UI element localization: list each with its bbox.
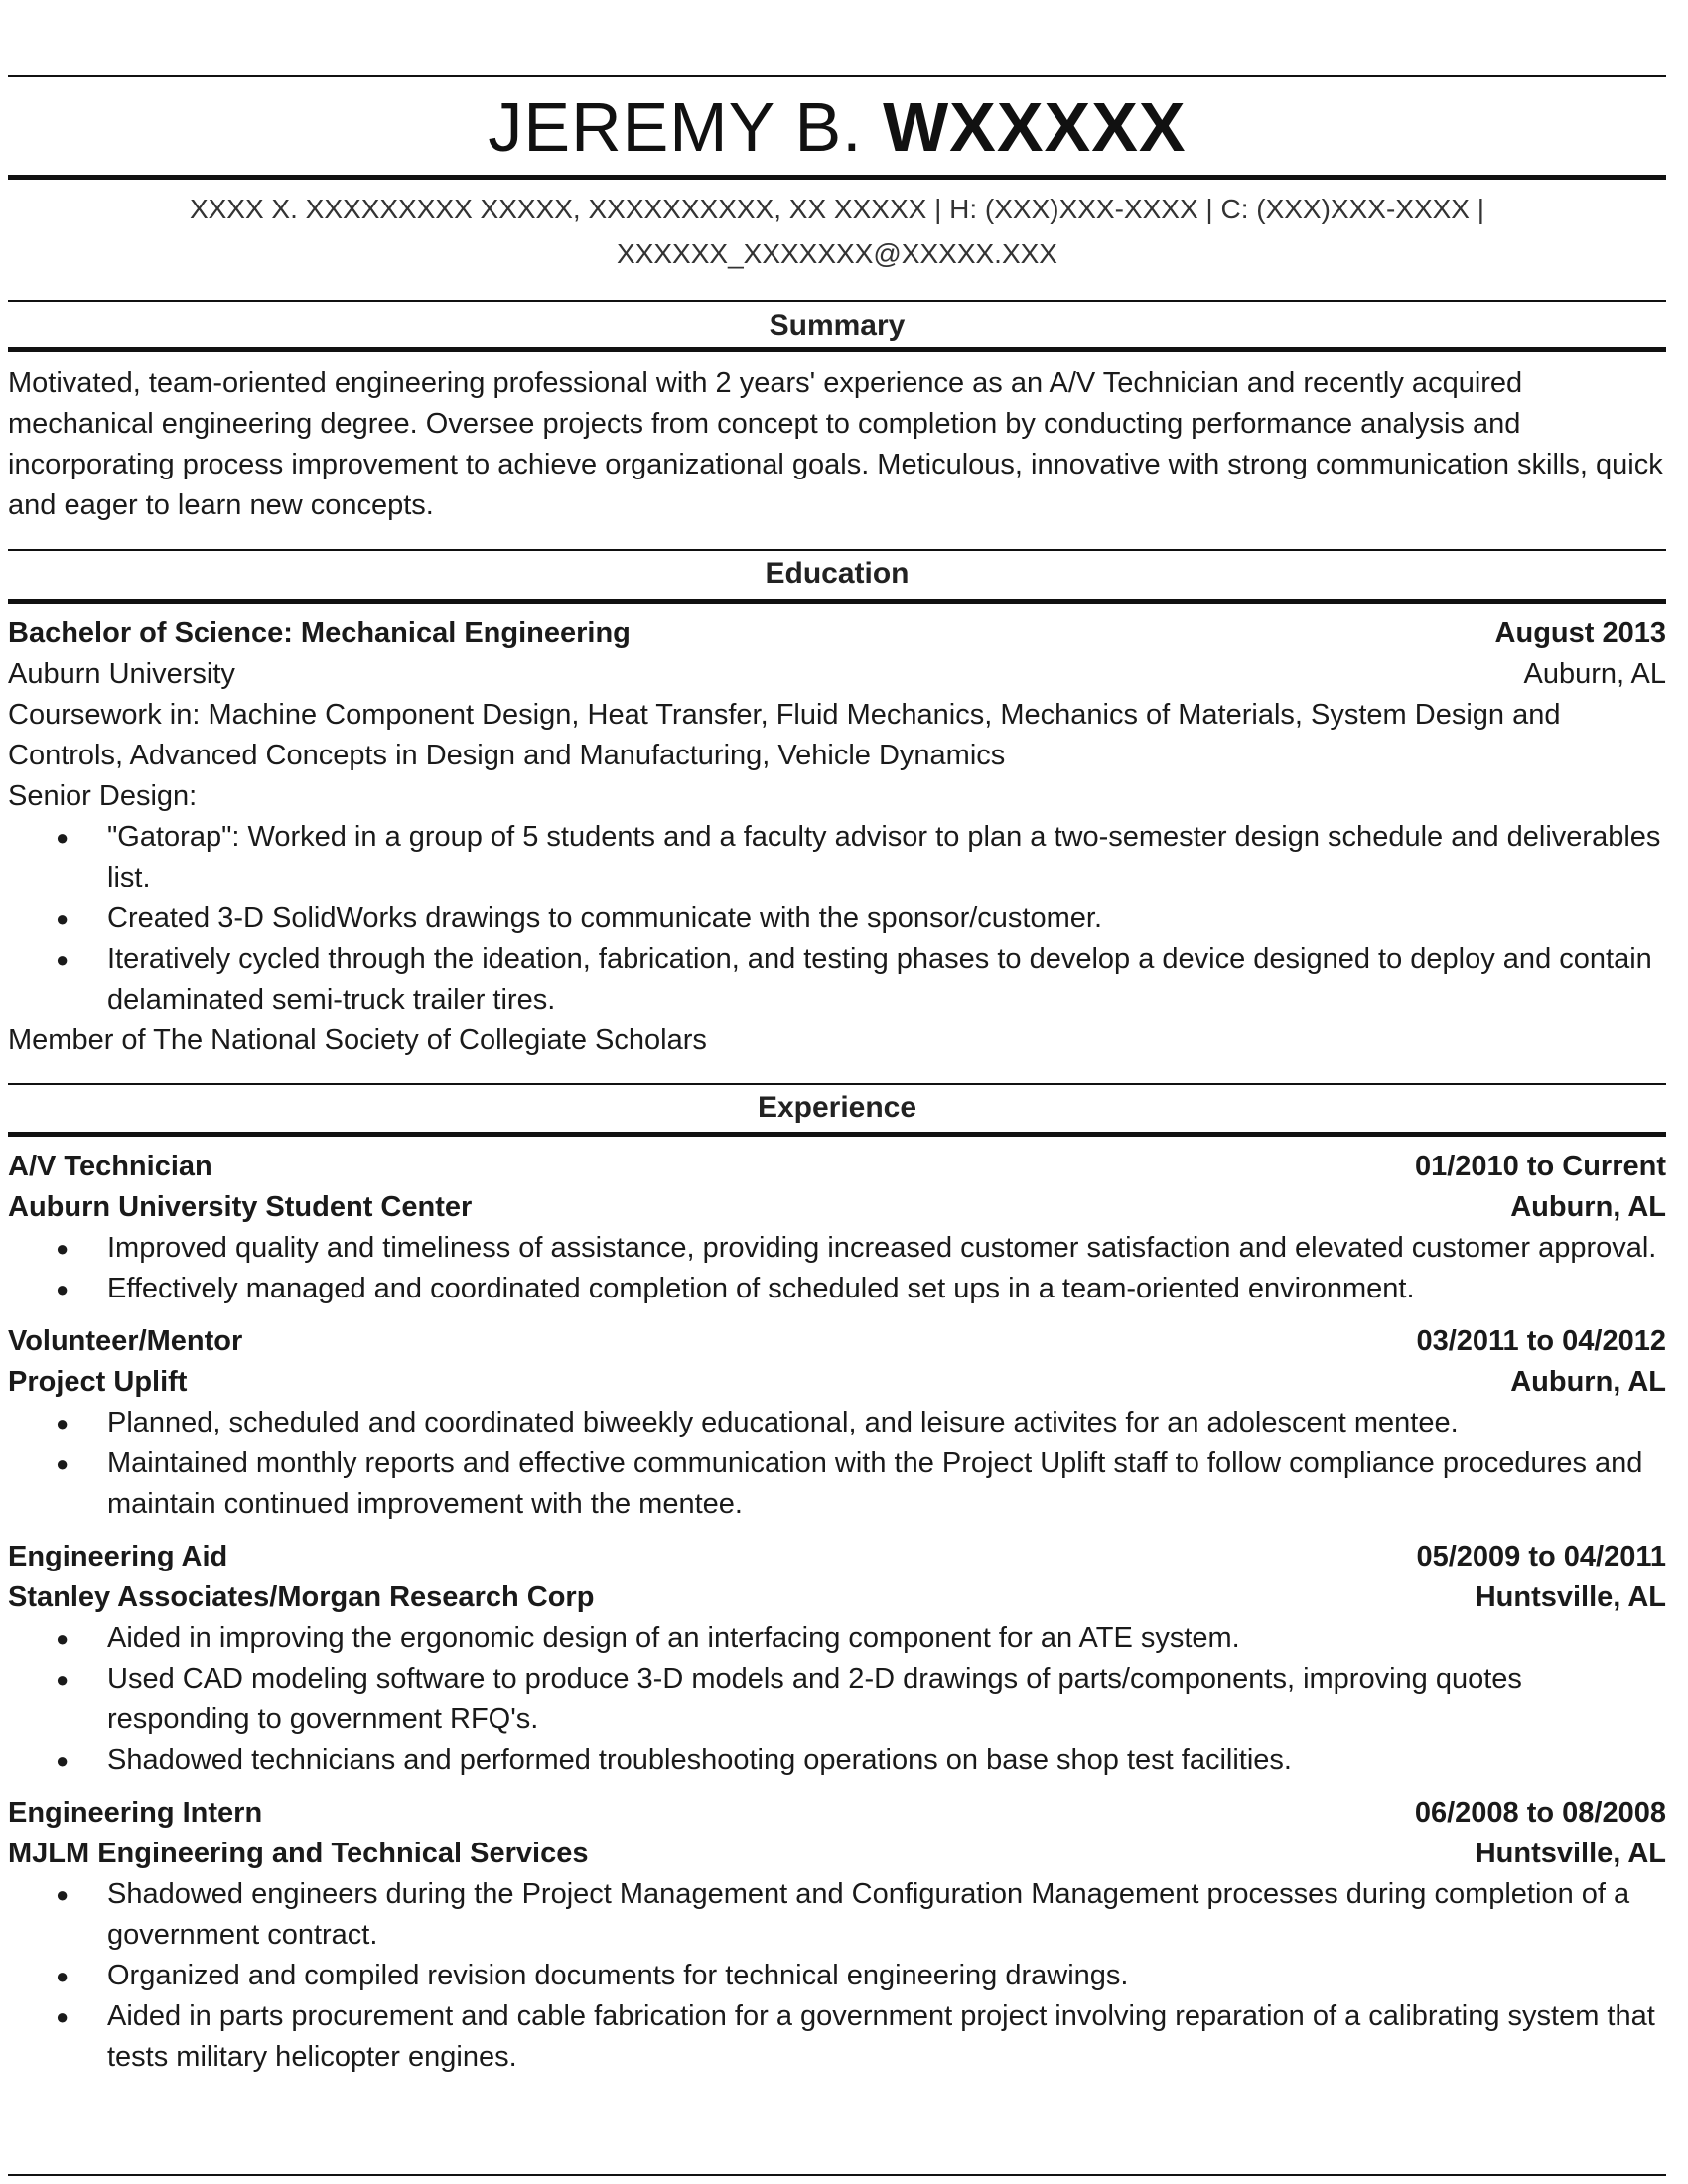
list-item: ● Planned, scheduled and coordinated biweekly educational, and leisure activites for an adolescent mentee. xyxy=(8,1403,1666,1443)
coursework: Coursework in: Machine Component Design, Heat Transfer, Fluid Mechanics, Mechanics of Materials, System Design and Controls, Advanced Concepts in Design and Manufacturing, Vehicle Dynamics xyxy=(8,699,1561,771)
job-company-row xyxy=(8,1187,1666,1228)
list-item: ● Aided in improving the ergonomic design of an interfacing component for an ATE system. xyxy=(8,1618,1666,1659)
bullet-icon: ● xyxy=(56,825,70,850)
job-title-row xyxy=(8,1793,1666,1834)
job-title-row xyxy=(8,1147,1666,1187)
job-title-row xyxy=(8,1321,1666,1362)
top-divider xyxy=(8,75,1666,77)
job-bullets xyxy=(8,1618,1666,1781)
candidate-name xyxy=(8,87,1666,167)
job-title: A/V Technician xyxy=(8,1151,212,1182)
list-item: ● Effectively managed and coordinated completion of scheduled set ups in a team-oriented environment. xyxy=(8,1269,1666,1309)
bullet-icon: ● xyxy=(56,2004,70,2029)
school-row xyxy=(8,654,1666,695)
list-item: ● Created 3-D SolidWorks drawings to communicate with the sponsor/customer. xyxy=(8,898,1666,939)
job-company: Auburn University Student Center xyxy=(8,1191,473,1223)
bullet-icon: ● xyxy=(56,1748,70,1773)
bullet-icon: ● xyxy=(56,1236,70,1261)
education-heading: Education xyxy=(765,557,910,590)
job-location: Auburn, AL xyxy=(1510,1366,1666,1398)
list-item: ● Improved quality and timeliness of assistance, providing increased customer satisfaction and elevated customer approval. xyxy=(8,1228,1666,1269)
list-item: ● Shadowed technicians and performed troubleshooting operations on base shop test facilities. xyxy=(8,1740,1666,1781)
job-location: Huntsville, AL xyxy=(1475,1838,1666,1869)
job-title: Engineering Intern xyxy=(8,1797,263,1829)
job-entry xyxy=(8,1793,1666,2078)
list-item: ● Aided in parts procurement and cable fabrication for a government project involving reparation of a calibrating system that tests military helicopter engines. xyxy=(8,1996,1666,2078)
job-company: Project Uplift xyxy=(8,1366,188,1398)
job-title: Volunteer/Mentor xyxy=(8,1325,243,1357)
school-location: Auburn, AL xyxy=(1523,658,1666,690)
bullet-icon: ● xyxy=(56,947,70,972)
education-bottom-divider xyxy=(8,599,1666,604)
summary-section xyxy=(8,363,1666,526)
job-entry xyxy=(8,1537,1666,1781)
job-entry xyxy=(8,1321,1666,1525)
school-name: Auburn University xyxy=(8,658,235,690)
job-dates: 03/2011 to 04/2012 xyxy=(1416,1325,1666,1357)
job-bullets xyxy=(8,1403,1666,1525)
bullet-icon: ● xyxy=(56,1451,70,1476)
bullet-icon: ● xyxy=(56,1277,70,1301)
contact-info xyxy=(48,187,1626,276)
membership: Member of The National Society of Collegiate Scholars xyxy=(8,1024,707,1056)
bullet-icon: ● xyxy=(56,1626,70,1651)
summary-bottom-divider xyxy=(8,347,1666,352)
experience-section xyxy=(8,1147,1666,2078)
first-name: JEREMY B. xyxy=(488,88,863,166)
list-item: ● Organized and compiled revision documents for technical engineering drawings. xyxy=(8,1956,1666,1996)
summary-text: Motivated, team-oriented engineering professional with 2 years' experience as an A/V Technician and recently acquired mechanical engineering degree. Oversee projects from concept to completion by conducting performance analysis and incorporating process improvement to achieve organizational goals. Meticulous, innovative with strong communication skills, quick and eager to learn new concepts. xyxy=(8,367,1663,521)
job-title: Engineering Aid xyxy=(8,1541,228,1572)
job-location: Auburn, AL xyxy=(1510,1191,1666,1223)
job-bullets xyxy=(8,1228,1666,1309)
education-top-divider xyxy=(8,549,1666,551)
list-item: ● Iteratively cycled through the ideation, fabrication, and testing phases to develop a device designed to deploy and contain delaminated semi-truck trailer tires. xyxy=(8,939,1666,1021)
list-item: ● Shadowed engineers during the Project Management and Configuration Management processes during completion of a government contract. xyxy=(8,1874,1666,1956)
job-title-row xyxy=(8,1537,1666,1577)
job-company-row xyxy=(8,1577,1666,1618)
bullet-icon: ● xyxy=(56,1667,70,1692)
experience-heading: Experience xyxy=(757,1091,917,1124)
contact-email: XXXXXX_XXXXXXX@XXXXX.XXX xyxy=(617,238,1057,269)
name-divider xyxy=(8,175,1666,180)
job-company: Stanley Associates/Morgan Research Corp xyxy=(8,1581,595,1613)
job-bullets xyxy=(8,1874,1666,2078)
resume-page xyxy=(8,0,1666,2184)
bottom-divider xyxy=(8,2174,1666,2176)
job-company-row xyxy=(8,1834,1666,1874)
list-item: ● "Gatorap": Worked in a group of 5 students and a faculty advisor to plan a two-semester design schedule and deliverables list. xyxy=(8,817,1666,898)
job-company: MJLM Engineering and Technical Services xyxy=(8,1838,589,1869)
job-location: Huntsville, AL xyxy=(1475,1581,1666,1613)
bullet-icon: ● xyxy=(56,1964,70,1988)
bullet-icon: ● xyxy=(56,906,70,931)
job-company-row xyxy=(8,1362,1666,1403)
job-entry xyxy=(8,1147,1666,1309)
contact-line: XXXX X. XXXXXXXXX XXXXX, XXXXXXXXXX, XX XXXXX | H: (XXX)XXX-XXXX | C: (XXX)XXX-XXXX | xyxy=(189,194,1485,224)
experience-bottom-divider xyxy=(8,1132,1666,1137)
list-item: ● Used CAD modeling software to produce 3-D models and 2-D drawings of parts/components, improving quotes responding to government RFQ's. xyxy=(8,1659,1666,1740)
degree-row xyxy=(8,614,1666,654)
list-item: ● Maintained monthly reports and effective communication with the Project Uplift staff to follow compliance procedures and maintain continued improvement with the mentee. xyxy=(8,1443,1666,1525)
job-dates: 06/2008 to 08/2008 xyxy=(1414,1797,1666,1829)
degree-name: Bachelor of Science: Mechanical Engineering xyxy=(8,617,631,649)
summary-top-divider xyxy=(8,300,1666,302)
experience-top-divider xyxy=(8,1083,1666,1085)
senior-design-label: Senior Design: xyxy=(8,780,198,812)
education-section xyxy=(8,614,1666,1061)
bullet-icon: ● xyxy=(56,1882,70,1907)
bullet-icon: ● xyxy=(56,1411,70,1435)
degree-date: August 2013 xyxy=(1494,617,1666,649)
senior-design-list xyxy=(8,817,1666,1021)
summary-heading: Summary xyxy=(769,309,906,341)
job-dates: 05/2009 to 04/2011 xyxy=(1416,1541,1666,1572)
job-dates: 01/2010 to Current xyxy=(1414,1151,1666,1182)
last-name: WXXXXX xyxy=(883,88,1187,166)
